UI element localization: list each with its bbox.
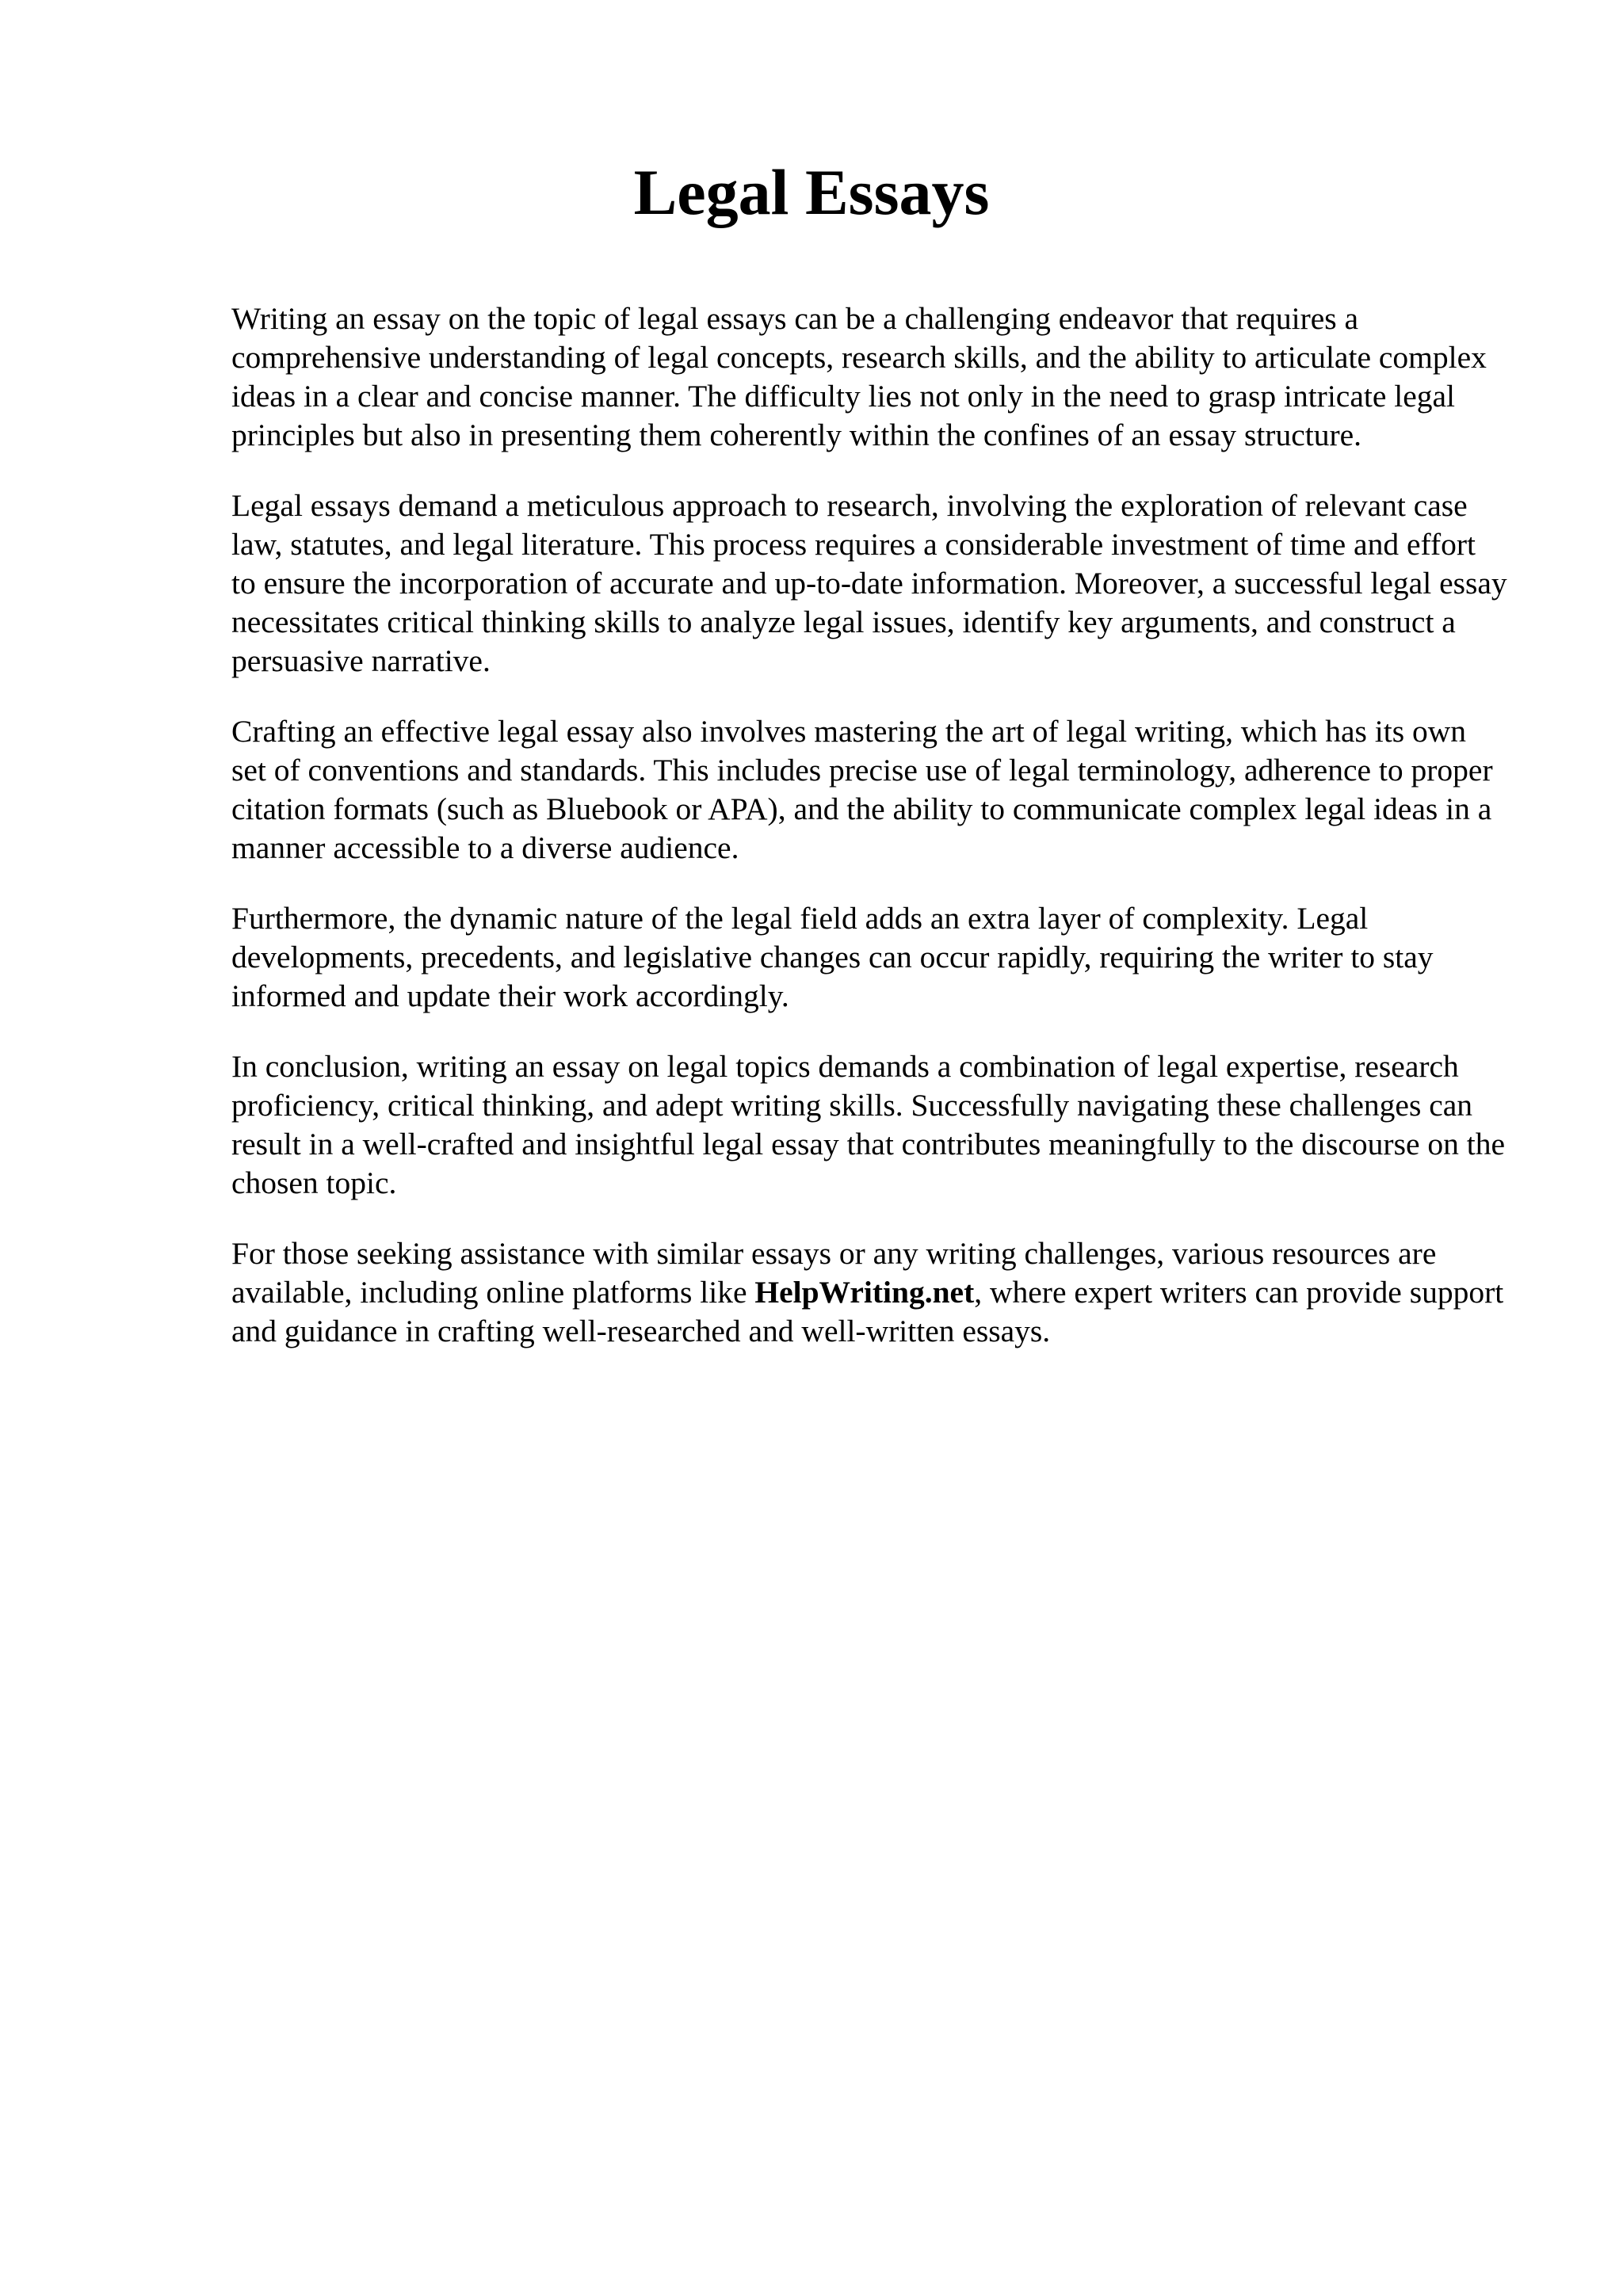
paragraph-6 [231, 1234, 1507, 1351]
paragraph-2: Legal essays demand a meticulous approach to research, involving the exploration of relevant case law, statutes, and legal literature. This process requires a considerable investment of time and effort to ensure the incorporation of accurate and up-to-date information. Moreover, a successful legal essay necessitates critical thinking skills to analyze legal issues, identify key arguments, and construct a persuasive narrative. [231, 488, 1507, 678]
paragraph-3: Crafting an effective legal essay also involves mastering the art of legal writing, which has its own set of conventions and standards. This includes precise use of legal terminology, adherence to proper citation formats (such as Bluebook or APA), and the ability to communicate complex legal ideas in a manner accessible to a diverse audience. [231, 714, 1493, 865]
page-title: Legal Essays [633, 156, 990, 228]
helpwriting-link-text: HelpWriting.net [754, 1275, 975, 1310]
paragraph-1: Writing an essay on the topic of legal essays can be a challenging endeavor that requires a comprehensive understanding of legal concepts, research skills, and the ability to articulate complex ideas in a clear and concise manner. The difficulty lies not only in the need to grasp intricate legal principles but also in presenting them coherently within the confines of an essay structure. [231, 301, 1487, 452]
paragraph-4: Furthermore, the dynamic nature of the legal field adds an extra layer of complexity. Legal developments, precedents, and legislative changes can occur rapidly, requiring the writer to stay informed and update their work accordingly. [231, 901, 1434, 1013]
document-body [231, 299, 1507, 1383]
paragraph-6-text-before: For those seeking assistance with similar essays or any writing challenges, various resources are available, including online platforms like [231, 1236, 1437, 1310]
paragraph-6-text-after: , where expert writers can provide support and guidance in crafting well-researched and well-written essays. [231, 1275, 1504, 1348]
paragraph-5: In conclusion, writing an essay on legal topics demands a combination of legal expertise, research proficiency, critical thinking, and adept writing skills. Successfully navigating these challenges can result in a well-crafted and insightful legal essay that contributes meaningfully to the discourse on the chosen topic. [231, 1049, 1505, 1200]
